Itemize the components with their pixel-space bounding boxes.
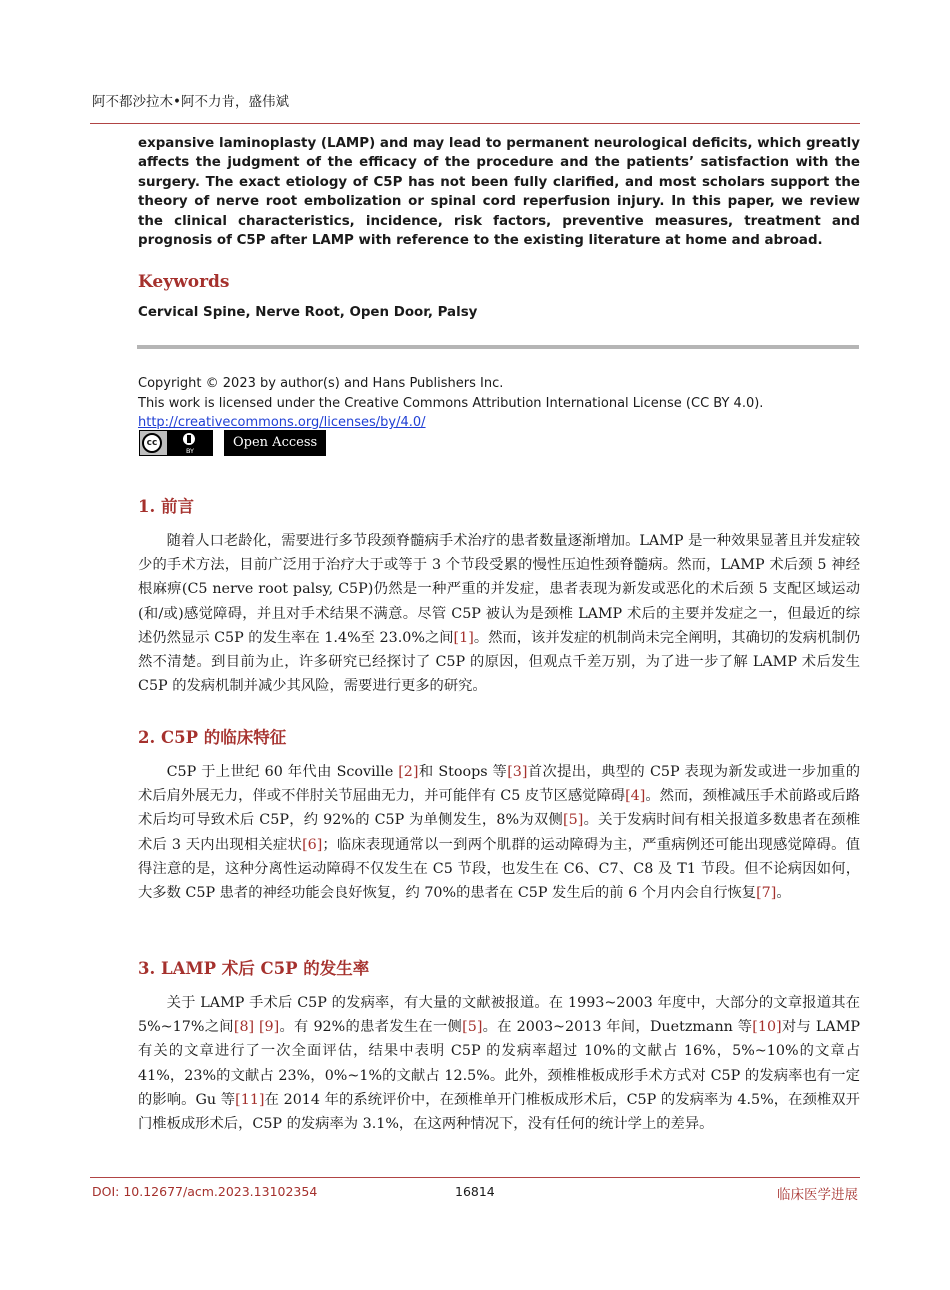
citation-link[interactable]: [5] bbox=[563, 812, 584, 829]
citation-link[interactable]: [7] bbox=[756, 885, 777, 902]
citation-link[interactable]: [2] bbox=[398, 764, 419, 780]
section-heading-clinical: 2. C5P 的临床特征 bbox=[138, 728, 287, 747]
body-text: 。然而，颈椎减压手术前路或后路术后均可导致术后 C5P，约 92%的 C5P 为单侧发生，8%为双侧 bbox=[138, 788, 860, 829]
open-access-badge: Open Access bbox=[224, 430, 326, 456]
cc-logo-icon: cc bbox=[142, 433, 162, 453]
page-number: 16814 bbox=[455, 1184, 495, 1199]
citation-link[interactable]: [5] bbox=[462, 1019, 483, 1036]
keywords-text: Cervical Spine, Nerve Root, Open Door, Palsy bbox=[138, 305, 478, 320]
body-text: 随着人口老龄化，需要进行多节段颈脊髓病手术治疗的患者数量逐渐增加。LAMP 是一种效果显著且并发症较少的手术方法，目前广泛用于治疗大于或等于 3 个节段受累的慢性压迫性颈脊髓病。然而，LAMP 术后颈 5 神经根麻痹(C5 nerve root palsy, C5P)仍然是一种严重的并发症，患者表现为新发或恶化的术后颈 5 支配区域运动(和/或)感觉障碍，并且对手术结果不满意。尽管 C5P 被认为是颈椎 LAMP 术后的主要并发症之一，但最近的综述仍然显示 C5P 的发生率在 1.4%至 23.0%之间 bbox=[138, 533, 860, 646]
copyright-line: Copyright © 2023 by author(s) and Hans Publishers Inc. bbox=[138, 376, 504, 391]
section-heading-incidence: 3. LAMP 术后 C5P 的发生率 bbox=[138, 959, 370, 978]
section-body-incidence bbox=[138, 991, 860, 1136]
license-link[interactable]: http://creativecommons.org/licenses/by/4.0/ bbox=[138, 415, 426, 430]
abstract-text: expansive laminoplasty (LAMP) and may lead to permanent neurological deficits, which greatly affects the judgment of the efficacy of the procedure and the patients’ satisfaction with the surgery. The exact etiology of C5P has not been fully clarified, and most scholars support the theory of nerve root embolization or spinal cord reperfusion injury. In this paper, we review the clinical characteristics, incidence, risk factors, preventive measures, treatment and prognosis of C5P after LAMP with reference to the existing literature at home and abroad. bbox=[138, 136, 860, 249]
citation-link[interactable]: [6] bbox=[302, 836, 323, 853]
header-divider bbox=[90, 123, 860, 124]
journal-name: 临床医学进展 bbox=[777, 1187, 858, 1203]
body-text: 。关于发病时间有相关报道多数患者在颈椎术后 3 天内出现相关症状 bbox=[138, 812, 860, 853]
footer-divider bbox=[90, 1177, 860, 1178]
by-label: BY bbox=[185, 447, 195, 455]
citation-link[interactable]: [4] bbox=[625, 788, 646, 805]
section-divider bbox=[137, 345, 859, 349]
body-text: ；临床表现通常以一到两个肌群的运动障碍为主，严重病例还可能出现感觉障碍。值得注意的是，这种分离性运动障碍不仅发生在 C5 节段，也发生在 C6、C7、C8 及 T1 节段。但不论病因如何，大多数 C5P 患者的神经功能会良好恢复，约 70%的患者在 C5P 发生后的前 6 个月内会自行恢复 bbox=[138, 836, 861, 902]
license-statement: This work is licensed under the Creative Commons Attribution International License (CC BY 4.0). bbox=[138, 395, 764, 411]
body-text: C5P 于上世纪 60 年代由 Scoville bbox=[166, 764, 399, 780]
body-text: 。然而，该并发症的机制尚未完全阐明，其确切的发病机制仍然不清楚。到目前为止，许多研究已经探讨了 C5P 的原因，但观点千差万别，为了进一步了解 LAMP 术后发生 C5P 的发病机制并减少其风险，需要进行更多的研究。 bbox=[138, 629, 860, 695]
cc-by-badge-icon[interactable] bbox=[139, 430, 213, 456]
citation-link[interactable]: [8] [9] bbox=[233, 1019, 280, 1036]
body-text: 和 Stoops 等 bbox=[418, 764, 508, 780]
keywords-heading: Keywords bbox=[138, 272, 230, 292]
citation-link[interactable]: [1] bbox=[453, 629, 474, 646]
person-icon bbox=[183, 433, 195, 445]
body-text: 在 2014 年的系统评价中，在颈椎单开门椎板成形术后，C5P 的发病率为 4.5%，在颈椎双开门椎板成形术后，C5P 的发病率为 3.1%，在这两种情况下，没有任何的统计学上的差异。 bbox=[138, 1091, 860, 1133]
section-heading-intro: 1. 前言 bbox=[138, 497, 194, 516]
body-text: 首次提出，典型的 C5P 表现为新发或进一步加重的术后肩外展无力，伴或不伴肘关节屈曲无力，并可能伴有 C5 皮节区感觉障碍 bbox=[138, 764, 860, 805]
body-text: 对与 LAMP 有关的文章进行了一次全面评估，结果中表明 C5P 的发病率超过 10%的文献占 16%，5%~10%的文章占 41%，23%的文献占 23%，0%~1%的文献占 12.5%。此外，颈椎椎板成形手术方式对 C5P 的发病率也有一定的影响。Gu 等 bbox=[138, 1019, 860, 1108]
citation-link[interactable]: [3] bbox=[507, 764, 528, 780]
license-badges bbox=[139, 430, 326, 456]
license-block bbox=[138, 374, 763, 433]
citation-link[interactable]: [10] bbox=[752, 1019, 782, 1036]
section-body-intro bbox=[138, 529, 860, 698]
body-text: 。在 2003~2013 年间，Duetzmann 等 bbox=[482, 1019, 753, 1036]
body-text: 。有 92%的患者发生在一侧 bbox=[279, 1019, 463, 1036]
footer-doi: DOI: 10.12677/acm.2023.13102354 bbox=[92, 1184, 318, 1199]
citation-link[interactable]: [11] bbox=[235, 1091, 265, 1108]
running-header-authors: 阿不都沙拉木•阿不力肯，盛伟斌 bbox=[92, 94, 289, 110]
body-text: 关于 LAMP 手术后 C5P 的发病率，有大量的文献被报道。在 1993~2003 年度中，大部分的文章报道其在 5%~17%之间 bbox=[138, 995, 860, 1036]
body-text: 。 bbox=[776, 885, 791, 902]
section-body-clinical bbox=[138, 760, 860, 905]
by-block bbox=[167, 431, 213, 455]
